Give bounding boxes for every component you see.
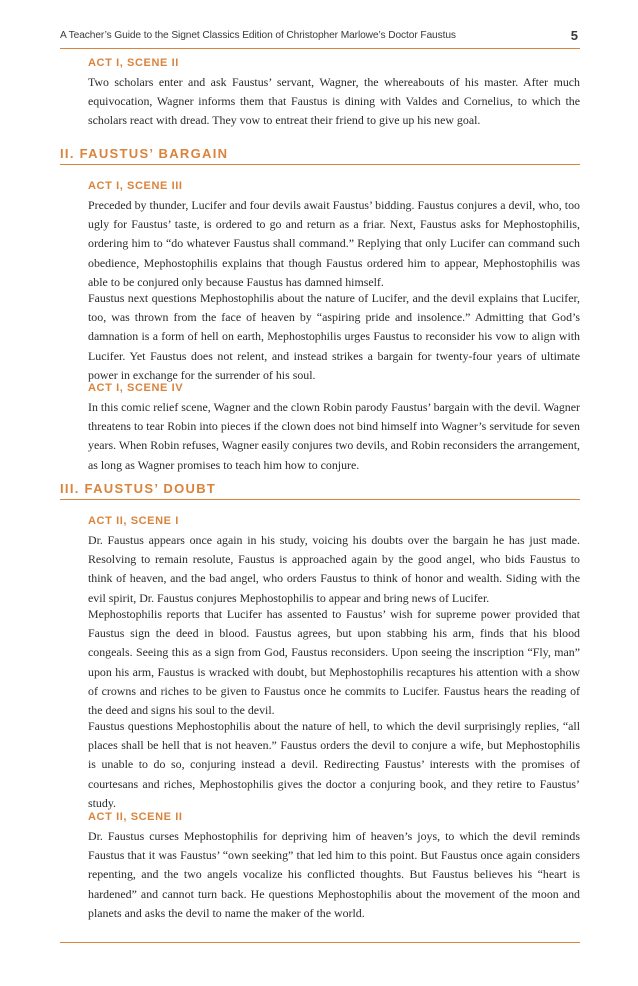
running-header xyxy=(60,26,580,49)
paragraph: Faustus next questions Mephostophilis about the nature of Lucifer, and the devil explains that Lucifer, too, was thrown from the face of heaven by “aspiring pride and insolence.” Admitting that God’s damnation is a form of hell on earth, Mephostophilis urges Faustus to reconsider his vow to align with Lucifer. Yet Faustus does not relent, and instead strikes a bargain for twenty-four years of ultimate power in exchange for the surrender of his soul. xyxy=(88,291,580,382)
scene-heading-act1-scene2: ACT I, SCENE II xyxy=(88,57,179,69)
paragraph: Faustus questions Mephostophilis about the nature of hell, to which the devil surprisingly replies, “all places shall be hell that is not heaven.” Faustus orders the devil to conjure a wife, but Mephostophilis is unable to do so, conjuring instead a devil. Redirecting Faustus’ interests with the promises of courtesans and riches, Mephostophilis gives the doctor a conjuring book, and they retire to Faustus’ study. xyxy=(88,719,580,810)
scene-heading-act2-scene2: ACT II, SCENE II xyxy=(88,811,183,823)
paragraph: Dr. Faustus appears once again in his study, voicing his doubts over the bargain he has just made. Resolving to remain resolute, Faustus is approached again by the good angel, who bids Faustus to think of heaven, and the bad angel, who orders Faustus to think of honor and wealth. Siding with the evil spirit, Dr. Faustus conjures Mephostophilis to appear and bring news of Lucifer. xyxy=(88,533,580,605)
page-number: 5 xyxy=(570,28,578,43)
section-heading-faustus-doubt: III. FAUSTUS’ DOUBT xyxy=(60,481,580,500)
paragraph: Mephostophilis reports that Lucifer has assented to Faustus’ wish for supreme power provided that Faustus sign the deed in blood. Faustus agrees, but upon stabbing his arm, finds that his blood congeals. Seeing this as a sign from God, Faustus reconsiders. Upon seeing the inscription “Fly, man” upon his arm, Faustus is wracked with doubt, but Mephostophilis recaptures his attention with a show of crowns and riches to be given to Faustus once he commits to Lucifer. Faustus hears the reading of the deed and signs his soul to the devil. xyxy=(88,607,580,718)
scene-heading-act1-scene4: ACT I, SCENE IV xyxy=(88,382,184,394)
paragraph: Two scholars enter and ask Faustus’ servant, Wagner, the whereabouts of his master. After much equivocation, Wagner informs them that Faustus is dining with Valdes and Cornelius, to which the scholars react with dread. They vow to entreat their friend to give up his new goal. xyxy=(88,75,580,128)
scene-heading-act2-scene1: ACT II, SCENE I xyxy=(88,515,179,527)
paragraph: Dr. Faustus curses Mephostophilis for depriving him of heaven’s joys, to which the devil reminds Faustus that it was Faustus’ “own seeking” that led him to this point. But Faustus once again considers repenting, and the two angels vocalize his conflicted thoughts. But Faustus believes his “heart is hardened” and cannot turn back. He questions Mephostophilis about the movement of the moon and planets and asks the devil to name the maker of the world. xyxy=(88,829,580,920)
section-heading-faustus-bargain: II. FAUSTUS’ BARGAIN xyxy=(60,146,580,165)
scene-heading-act1-scene3: ACT I, SCENE III xyxy=(88,180,183,192)
paragraph: In this comic relief scene, Wagner and the clown Robin parody Faustus’ bargain with the devil. Wagner threatens to tear Robin into pieces if the clown does not bind himself into Wagner’s servitude for seven years. When Robin refuses, Wagner easily conjures two devils, and Robin reconsiders the arrangement, as long as Wagner promises to teach him how to conjure. xyxy=(88,400,580,472)
paragraph: Preceded by thunder, Lucifer and four devils await Faustus’ bidding. Faustus conjures a devil, who, too ugly for Faustus’ taste, is ordered to go and return as a friar. Next, Faustus asks for Mephostophilis, ordering him to “do whatever Faustus shall command.” Replying that only Lucifer can command such obedience, Mephostophilis explains that though Faustus ordered him to appear, Mephostophilis was able to be conjured only because Faustus has damned himself. xyxy=(88,198,580,289)
running-header-title: A Teacher’s Guide to the Signet Classics Edition of Christopher Marlowe’s Doctor Faustus xyxy=(60,30,456,41)
footer-rule xyxy=(60,942,580,943)
